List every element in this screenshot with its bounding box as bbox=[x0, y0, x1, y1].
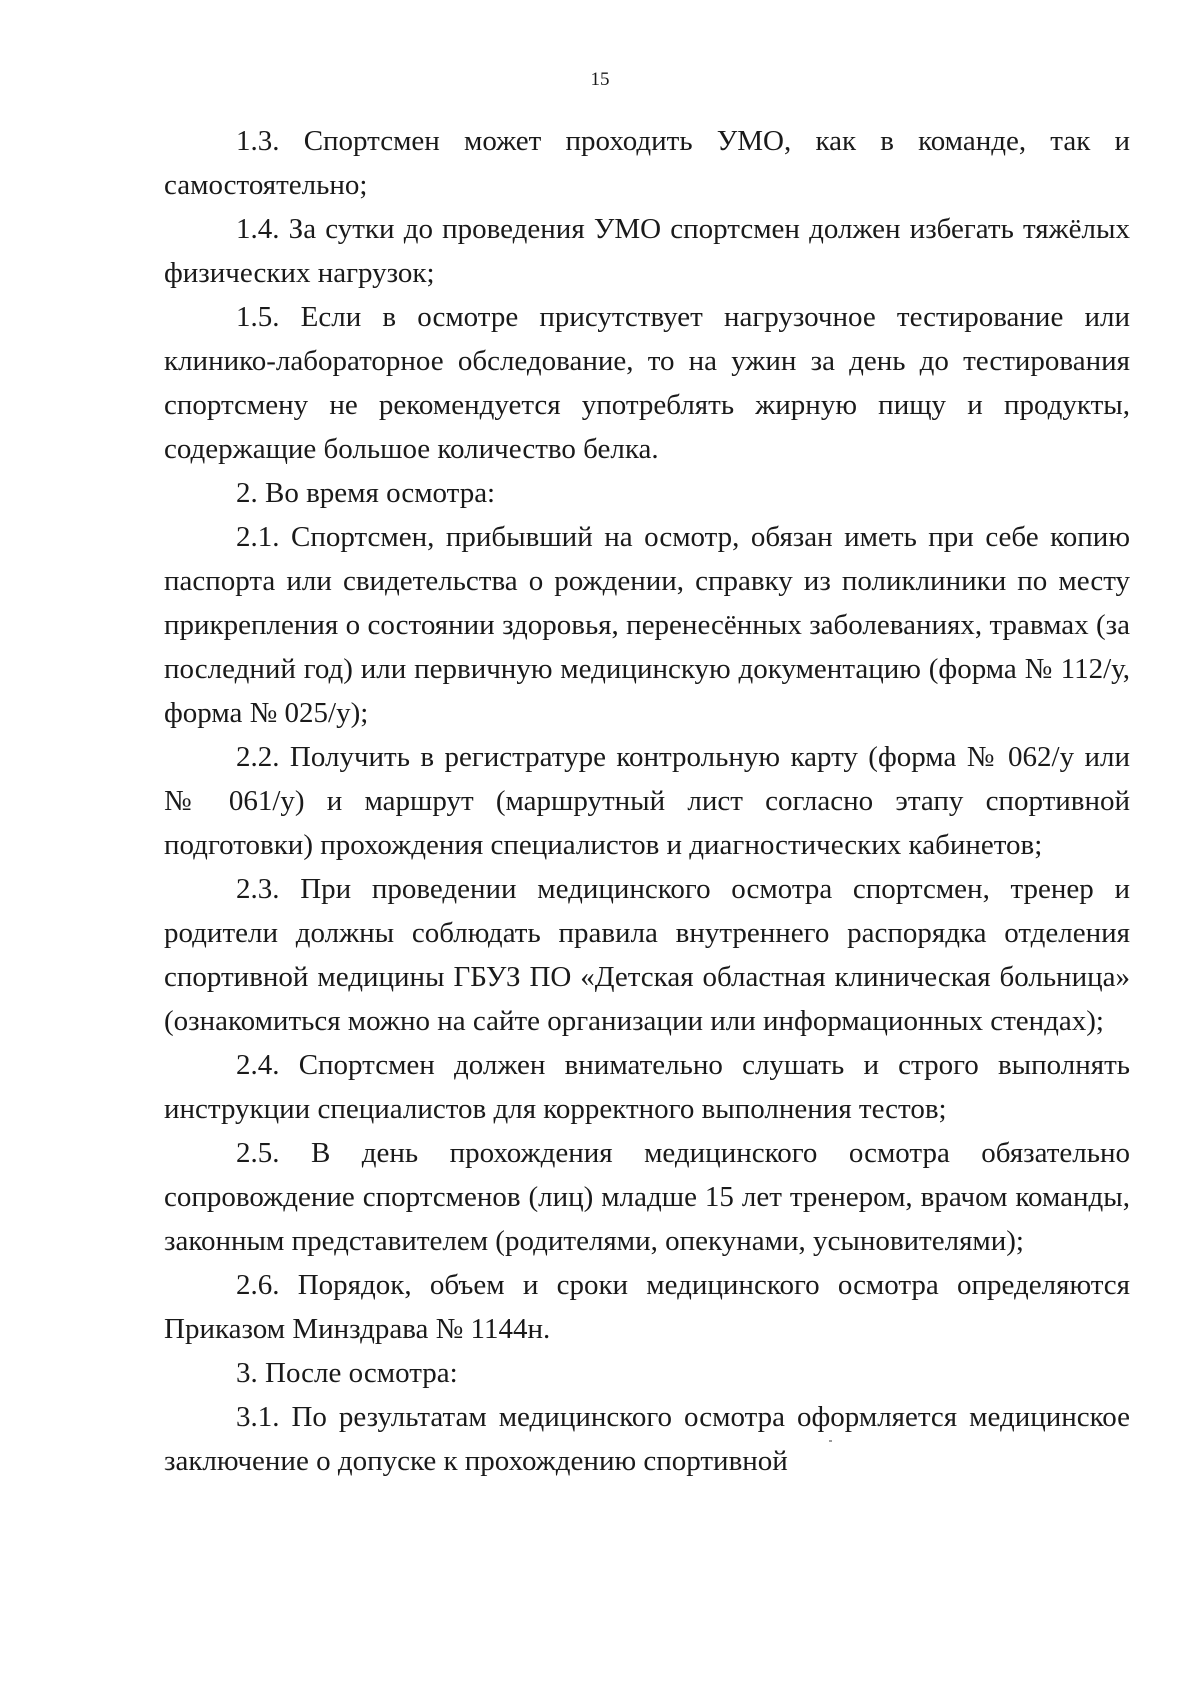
page-number: 15 bbox=[590, 69, 610, 90]
paragraph-2-2: 2.2. Получить в регистратуре контрольную карту (форма № 062/у или № 061/у) и маршрут (маршрутный лист согласно этапу спортивной подготовки) прохождения специалистов и диагностических кабинетов; bbox=[164, 741, 1130, 861]
paragraph-3-1: 3.1. По результатам медицинского осмотра оформляется медицинское заключение о допуске к прохождению спортивной bbox=[164, 1401, 1130, 1477]
paragraph-2-1: 2.1. Спортсмен, прибывший на осмотр, обязан иметь при себе копию паспорта или свидетельства о рождении, справку из поликлиники по месту прикрепления о состоянии здоровья, перенесённых заболеваниях, травмах (за последний год) или первичную медицинскую документацию (форма № 112/у, форма № 025/у); bbox=[164, 521, 1130, 729]
paragraph-2-4: 2.4. Спортсмен должен внимательно слушать и строго выполнять инструкции специалистов для корректного выполнения тестов; bbox=[164, 1049, 1130, 1125]
section-heading-2: 2. Во время осмотра: bbox=[236, 477, 496, 509]
paragraph-2-5: 2.5. В день прохождения медицинского осмотра обязательно сопровождение спортсменов (лиц) младше 15 лет тренером, врачом команды, законным представителем (родителями, опекунами, усыновителями); bbox=[164, 1137, 1130, 1257]
paragraph-2-6: 2.6. Порядок, объем и сроки медицинского осмотра определяются Приказом Минздрава № 1144н. bbox=[164, 1269, 1130, 1345]
paragraph-1-3: 1.3. Спортсмен может проходить УМО, как в команде, так и самостоятельно; bbox=[164, 125, 1130, 201]
paragraph-1-4: 1.4. За сутки до проведения УМО спортсмен должен избегать тяжёлых физических нагрузок; bbox=[164, 213, 1130, 289]
paragraph-2-3: 2.3. При проведении медицинского осмотра спортсмен, тренер и родители должны соблюдать правила внутреннего распорядка отделения спортивной медицины ГБУЗ ПО «Детская областная клиническая больница» (ознакомиться можно на сайте организации или информационных стендах); bbox=[164, 873, 1130, 1037]
section-heading-3: 3. После осмотра: bbox=[236, 1357, 458, 1389]
paragraph-1-5: 1.5. Если в осмотре присутствует нагрузочное тестирование или клинико-лабораторное обследование, то на ужин за день до тестирования спортсмену не рекомендуется употреблять жирную пищу и продукты, содержащие большое количество белка. bbox=[164, 301, 1130, 465]
document-body bbox=[164, 119, 1130, 1483]
scan-speck bbox=[829, 1440, 832, 1442]
